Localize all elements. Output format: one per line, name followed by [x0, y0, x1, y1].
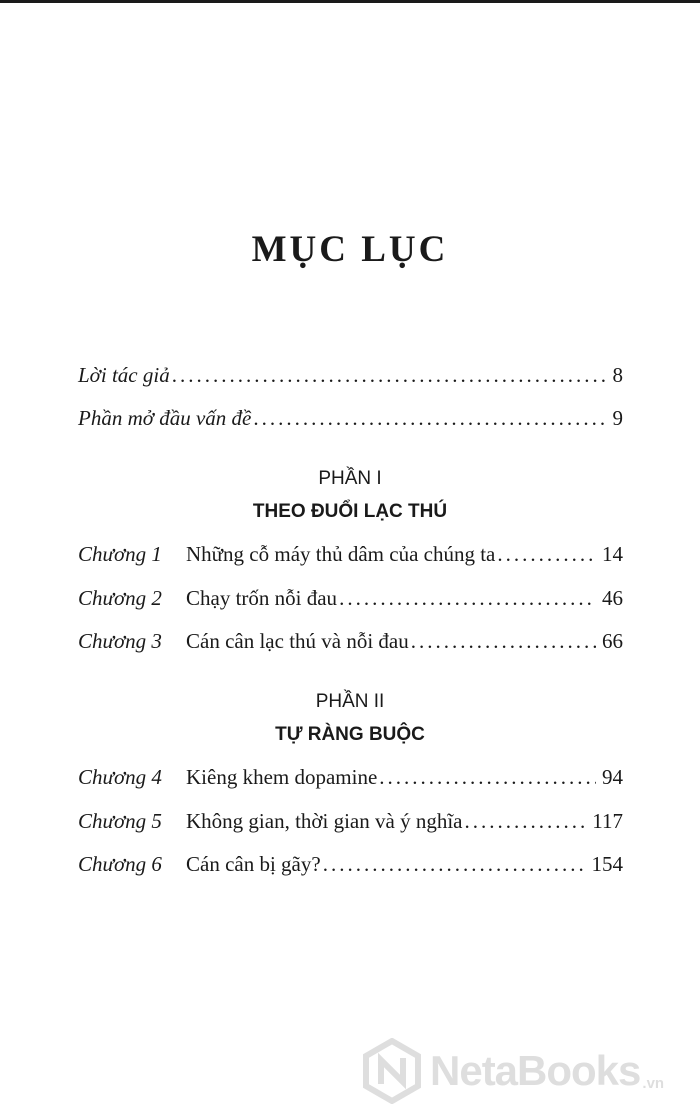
chapter-title: Kiêng khem dopamine: [186, 765, 378, 789]
leader-dots: [464, 809, 586, 834]
part-title: TỰ RÀNG BUỘC: [275, 724, 425, 745]
chapter-number: Chương 5: [78, 809, 162, 833]
toc-entry-page: 9: [612, 406, 623, 430]
leader-dots: [253, 406, 606, 431]
chapter-number: Chương 6: [78, 852, 162, 876]
chapter-number: Chương 2: [78, 586, 162, 610]
chapter-page: 154: [591, 852, 623, 876]
toc-chapter[interactable]: [78, 809, 623, 839]
toc-chapter[interactable]: [78, 542, 623, 572]
part-number: PHẦN I: [318, 468, 382, 489]
chapter-page: 117: [592, 809, 623, 833]
toc-entry[interactable]: [78, 363, 623, 393]
leader-dots: [497, 542, 596, 567]
chapter-page: 94: [602, 765, 623, 789]
chapter-page: 66: [602, 629, 623, 653]
chapter-number: Chương 3: [78, 629, 162, 653]
toc-entry[interactable]: [78, 406, 623, 436]
chapter-title: Chạy trốn nỗi đau: [186, 586, 338, 610]
chapter-number: Chương 4: [78, 765, 162, 789]
toc-chapter[interactable]: [78, 629, 623, 659]
chapter-title: Cán cân lạc thú và nỗi đau: [186, 629, 409, 653]
watermark-brand: NetaBooks: [430, 1047, 641, 1094]
toc-chapter[interactable]: [78, 852, 623, 882]
toc-chapter[interactable]: [78, 586, 623, 616]
netabooks-logo-icon: [362, 1038, 422, 1104]
part-title: THEO ĐUỔI LẠC THÚ: [252, 501, 448, 522]
leader-dots: [379, 765, 596, 790]
page-title: MỤC LỤC: [251, 229, 449, 270]
chapter-title: Không gian, thời gian và ý nghĩa: [186, 809, 463, 833]
toc-entry-label: Phần mở đầu vấn đề: [78, 406, 252, 430]
toc-chapter[interactable]: [78, 765, 623, 795]
leader-dots: [411, 629, 596, 654]
toc-entry-page: 8: [612, 363, 623, 387]
netabooks-watermark: [362, 1036, 664, 1106]
chapter-title: Cán cân bị gãy?: [186, 852, 321, 876]
chapter-number: Chương 1: [78, 542, 162, 566]
leader-dots: [323, 852, 586, 877]
chapter-title: Những cỗ máy thủ dâm của chúng ta: [186, 542, 496, 566]
watermark-tld: .vn: [642, 1075, 665, 1092]
chapter-page: 46: [602, 586, 623, 610]
part-number: PHẦN II: [315, 691, 385, 712]
leader-dots: [339, 586, 596, 611]
chapter-page: 14: [602, 542, 623, 566]
toc-entry-label: Lời tác giả: [78, 363, 170, 387]
leader-dots: [172, 363, 607, 388]
top-rule: [0, 0, 700, 3]
